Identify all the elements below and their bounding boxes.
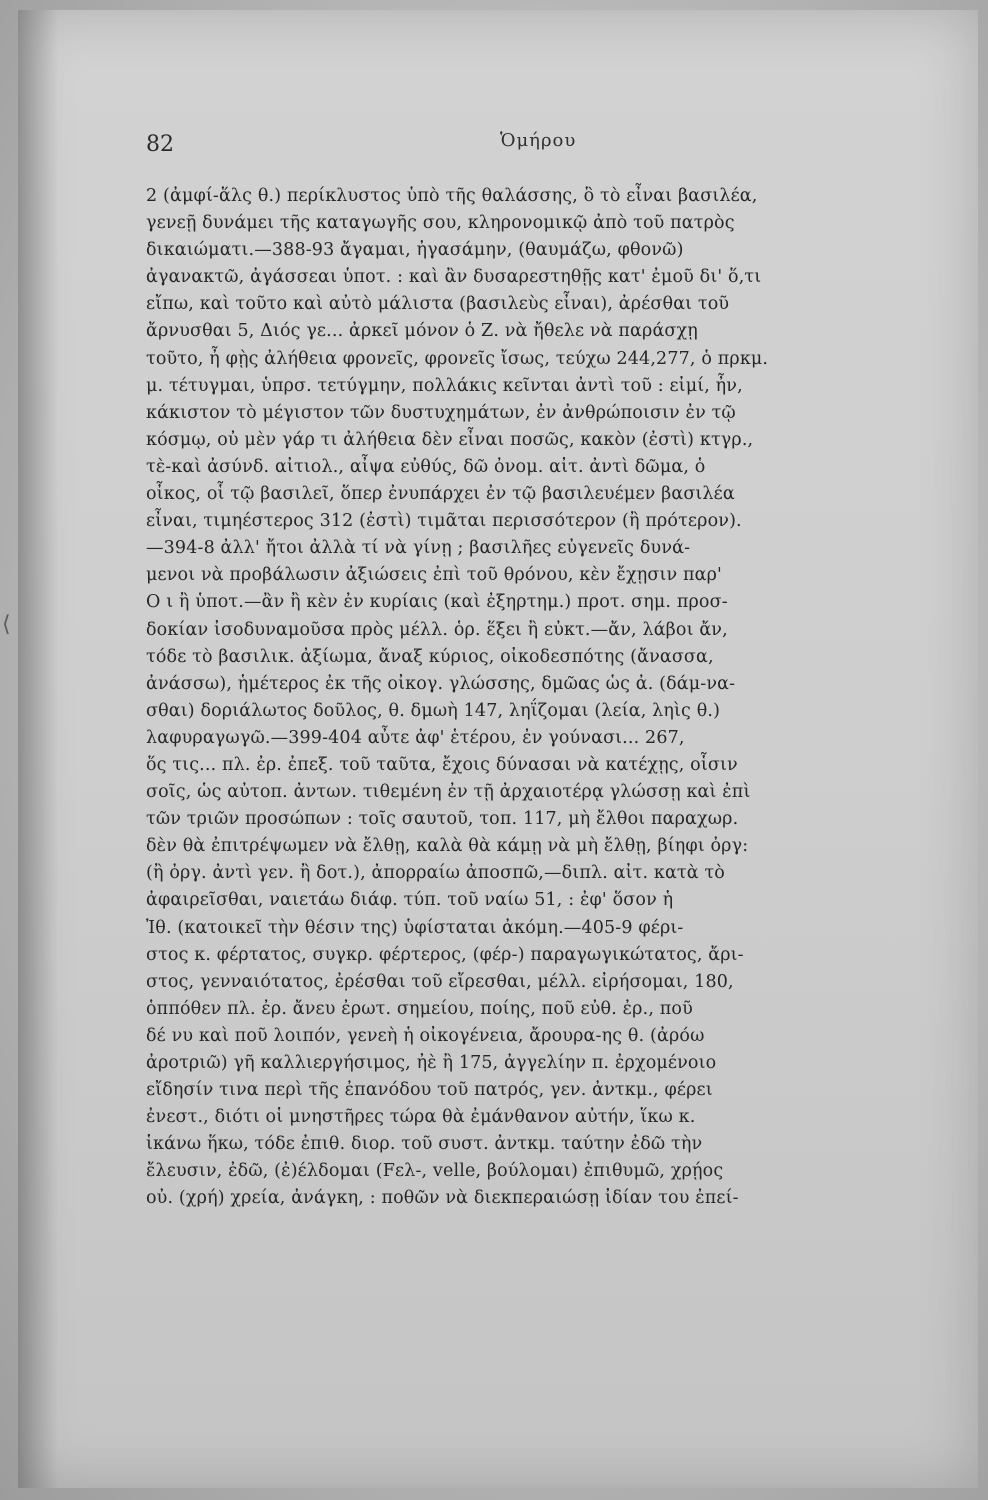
text-line: ἀνάσσω), ἡμέτερος ἐκ τῆς οἰκογ. γλώσσης, δμῶας ὡς ἀ. (δάμ-να-	[146, 673, 736, 694]
text-line: εἴδησίν τινα περὶ τῆς ἐπανόδου τοῦ πατρός, γεν. ἀντκμ., φέρει	[146, 1080, 713, 1101]
text-line: —394-8 ἀλλ' ἤτοι ἀλλὰ τί νὰ γίνῃ ; βασιλῆες εὐγενεῖς δυνά-	[146, 538, 691, 559]
text-line: Ο ι ἢ ὑποτ.—ἂν ἢ κὲν ἐν κυρίαις (καὶ ἐξηρτημ.) προτ. σημ. προσ-	[146, 592, 728, 613]
text-line: δὲν θὰ ἐπιτρέψωμεν νὰ ἔλθῃ, καλὰ θὰ κάμῃ νὰ μὴ ἔλθῃ, βίηφι ὀργ:	[146, 836, 749, 857]
text-line: 2 (ἀμφί-ἅλς θ.) περίκλυστος ὑπὸ τῆς θαλάσσης, ὃ τὸ εἶναι βασιλέα,	[146, 186, 758, 206]
text-line: Ἰθ. (κατοικεῖ τὴν θέσιν της) ὑφίσταται ἀκόμη.—405-9 φέρι-	[146, 917, 684, 938]
text-line: ὁππόθεν πλ. ἐρ. ἄνευ ἐρωτ. σημείου, ποίης, ποῦ εὐθ. ἐρ., ποῦ	[146, 998, 693, 1019]
text-line: τὲ-καὶ ἀσύνδ. αἰτιολ., αἶψα εὐθύς, δῶ ὀνομ. αἰτ. ἀντὶ δῶμα, ὁ	[146, 456, 706, 477]
text-line: τῶν τριῶν προσώπων : τοῖς σαυτοῦ, τοπ. 117, μὴ ἔλθοι παραχωρ.	[146, 809, 739, 830]
text-line: ἀφαιρεῖσθαι, ναιετάω διάφ. τύπ. τοῦ ναίω 51, : ἐφ' ὅσον ἡ	[146, 890, 674, 911]
text-line: τοῦτο, ἦ φῂς ἀλήθεια φρονεῖς, φρονεῖς ἴσως, τεύχω 244,277, ὁ πρκμ.	[146, 348, 769, 369]
text-line: κόσμῳ, οὐ μὲν γάρ τι ἀλήθεια δὲν εἶναι ποσῶς, κακὸν (ἐστὶ) κτγρ.,	[146, 429, 754, 450]
text-line: τόδε τὸ βασιλικ. ἀξίωμα, ἄναξ κύριος, οἰκοδεσπότης (ἄνασσα,	[146, 646, 714, 667]
text-line: σθαι) δοριάλωτος δοῦλος, θ. δμωὴ 147, ληΐζομαι (λεία, ληὶς θ.)	[146, 700, 721, 721]
text-line: σοῖς, ὡς αὐτοπ. ἀντων. τιθεμένη ἐν τῇ ἀρχαιοτέρᾳ γλώσσῃ καὶ ἐπὶ	[146, 782, 751, 803]
page-number: 82	[146, 132, 174, 157]
text-line: ἔλευσιν, ἐδῶ, (ἐ)έλδομαι (Fελ-, velle, βούλομαι) ἐπιθυμῶ, χρῄος	[146, 1161, 724, 1182]
text-line: μενοι νὰ προβάλωσιν ἀξιώσεις ἐπὶ τοῦ θρόνου, κὲν ἔχῃσιν παρ'	[146, 565, 722, 586]
text-line: μ. τέτυγμαι, ὑπρσ. τετύγμην, πολλάκις κεῖνται ἀντὶ τοῦ : εἰμί, ἦν,	[146, 375, 743, 396]
text-line: ἀροτριῶ) γῆ καλλιεργήσιμος, ἠὲ ἢ 175, ἀγγελίην π. ἐρχομένοιο	[146, 1053, 717, 1073]
text-line: ἐνεστ., διότι οἱ μνηστῆρες τώρα θὰ ἐμάνθανον αὐτήν, ἵκω κ.	[146, 1107, 696, 1128]
text-line: εἴπω, καὶ τοῦτο καὶ αὐτὸ μάλιστα (βασιλεὺς εἶναι), ἀρέσθαι τοῦ	[146, 294, 730, 315]
commentary-text	[146, 183, 964, 1213]
text-line: δικαιώματι.—388-93 ἄγαμαι, ἠγασάμην, (θαυμάζω, φθονῶ)	[146, 240, 684, 261]
text-line: (ἢ ὀργ. ἀντὶ γεν. ἢ δοτ.), ἀπορραίω ἀποσπῶ,—διπλ. αἰτ. κατὰ τὸ	[146, 863, 725, 884]
text-line: δέ νυ καὶ ποῦ λοιπόν, γενεὴ ἡ οἰκογένεια, ἄρουρα-ης θ. (ἀρόω	[146, 1025, 705, 1046]
text-line: οὐ. (χρή) χρεία, ἀνάγκη, : ποθῶν νὰ διεκπεραιώσῃ ἰδίαν του ἐπεί-	[146, 1188, 739, 1209]
text-line: ἀγανακτῶ, ἀγάσσεαι ὑποτ. : καὶ ἂν δυσαρεστηθῇς κατ' ἐμοῦ δι' ὅ,τι	[146, 267, 762, 288]
text-line: ἱκάνω ἥκω, τόδε ἐπιθ. διορ. τοῦ συστ. ἀντκμ. ταύτην ἐδῶ τὴν	[146, 1134, 703, 1155]
text-line: εἶναι, τιμηέστερος 312 (ἐστὶ) τιμᾶται περισσότερον (ἢ πρότερον).	[146, 511, 742, 532]
text-line: λαφυραγωγῶ.—399-404 αὖτε ἀφ' ἑτέρου, ἐν γούνασι... 267,	[146, 727, 685, 748]
binding-shadow	[18, 10, 58, 1488]
text-line: οἶκος, οἷ τῷ βασιλεῖ, ὅπερ ἐνυπάρχει ἐν τῷ βασιλευέμεν βασιλέα	[146, 484, 735, 505]
edge-bracket-mark: ⟨	[2, 612, 11, 637]
text-line: ἄρνυσθαι 5, Διός γε... ἀρκεῖ μόνον ὁ Ζ. νὰ ἤθελε νὰ παράσχῃ	[146, 321, 698, 342]
text-line: κάκιστον τὸ μέγιστον τῶν δυστυχημάτων, ἐν ἀνθρώποισιν ἐν τῷ	[146, 402, 736, 423]
text-line: γενεῇ δυνάμει τῆς καταγωγῆς σου, κληρονομικῷ ἀπὸ τοῦ πατρὸς	[146, 213, 735, 234]
text-line: στος, γενναιότατος, ἐρέσθαι τοῦ εἴρεσθαι, μέλλ. εἰρήσομαι, 180,	[146, 971, 734, 992]
running-title: Ὁμήρου	[500, 130, 577, 151]
text-line: ὅς τις... πλ. ἐρ. ἐπεξ. τοῦ ταῦτα, ἔχοις δύνασαι νὰ κατέχῃς, οἷσιν	[146, 754, 738, 775]
text-line: δοκίαν ἰσοδυναμοῦσα πρὸς μέλλ. ὁρ. ἕξει ἢ εὐκτ.—ἄν, λάβοι ἄν,	[146, 619, 728, 640]
text-line: στος κ. φέρτατος, συγκρ. φέρτερος, (φέρ-) παραγωγικώτατος, ἄρι-	[146, 944, 744, 965]
